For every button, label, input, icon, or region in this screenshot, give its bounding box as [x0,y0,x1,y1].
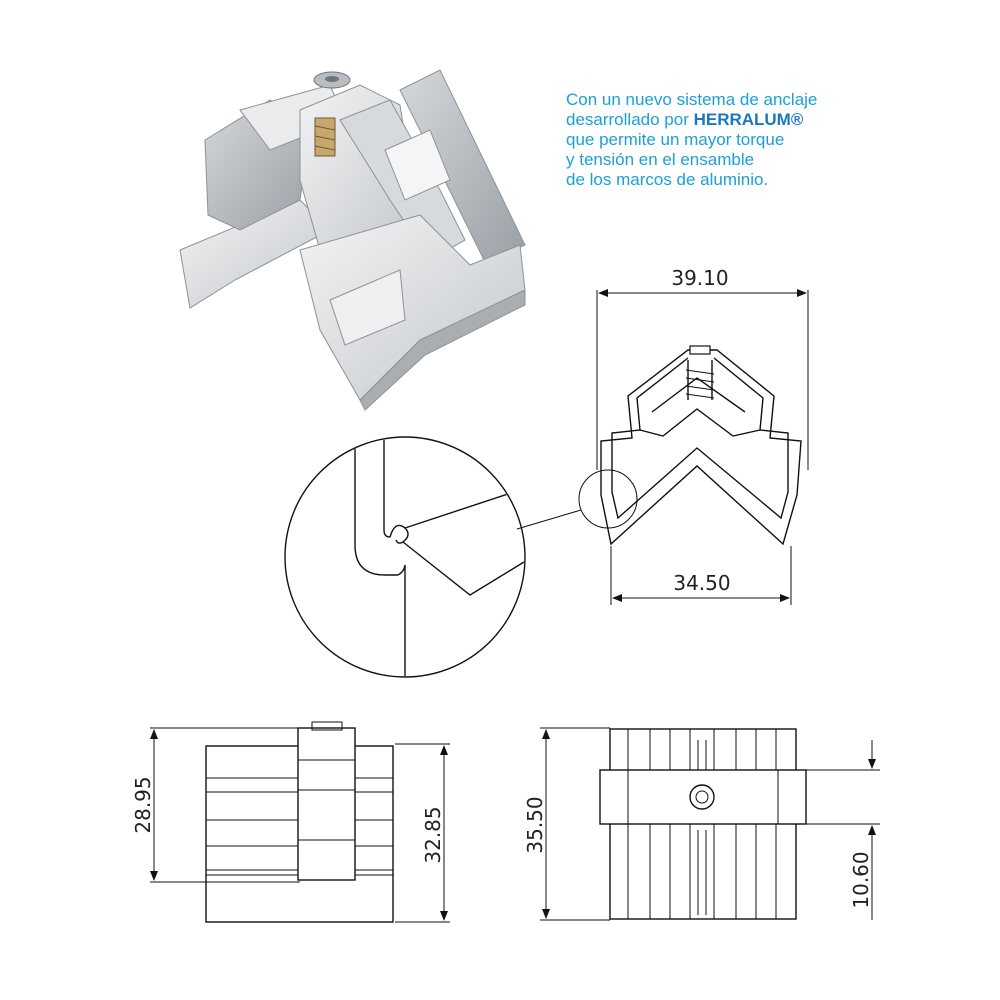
dim-top-width: 39.10 [671,266,729,290]
brand-name: HERRALUM® [693,110,804,129]
front-view [523,728,880,920]
cross-section-profile [517,266,808,605]
dim-front-height: 35.50 [523,796,547,854]
description-line-5: de los marcos de aluminio. [566,170,769,189]
dim-side-height: 28.95 [131,776,155,834]
side-view [131,722,450,922]
description-line-3: que permite un mayor torque [566,130,785,149]
dim-overall-height: 32.85 [421,806,445,864]
dim-bottom-width: 34.50 [673,571,731,595]
description-line-4: y tensión en el ensamble [566,150,755,169]
detail-zoom-view [285,437,560,700]
dim-band-height: 10.60 [849,851,873,909]
description-line-1: Con un nuevo sistema de anclaje [566,90,818,109]
connector-3d-render [180,70,525,410]
description-line-2-prefix: desarrollado por [566,110,694,129]
